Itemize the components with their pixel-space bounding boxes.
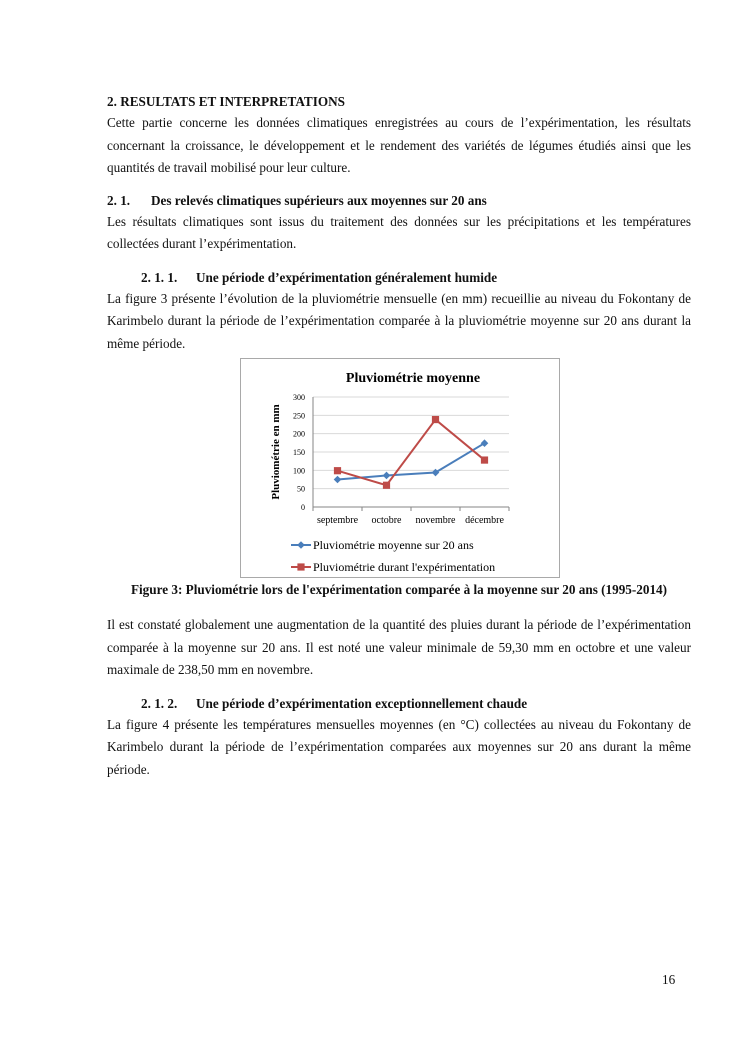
page-number: 16 [662, 972, 676, 987]
series-line-1 [338, 443, 485, 479]
legend-label-1: Pluviométrie moyenne sur 20 ans [313, 538, 474, 552]
sub1-heading [141, 268, 691, 288]
legend-marker-1 [297, 541, 305, 549]
legend-marker-2 [297, 563, 304, 570]
y-tick-label: 250 [293, 411, 305, 421]
analysis-text: Il est constaté globalement une augmentation de la quantité des pluies durant la période de l’expérimentation comparée à la moyenne sur 20 ans. Il est noté une valeur minimale de 59,30 mm en octobre et une valeur maximale de 238,50 mm en novembre. [107, 617, 691, 677]
subsection-title: Des relevés climatiques supérieurs aux moyennes sur 20 ans [151, 192, 487, 208]
data-point-series-2 [334, 467, 341, 474]
document-page [107, 92, 691, 781]
section-intro: Cette partie concerne les données climatiques enregistrées au cours de l’expérimentation, les résultats concernant la croissance, le développement et le rendement des variétés de légumes étudiés ainsi que les quantités de travail mobilisé pour leur culture. [107, 115, 691, 175]
data-point-series-2 [432, 416, 439, 423]
x-tick-label: octobre [371, 515, 402, 526]
subsection-text: Les résultats climatiques sont issus du traitement des données sur les précipitations et les températures collectées durant l’expérimentation. [107, 213, 691, 251]
y-axis-label: Pluviométrie en mm [270, 404, 282, 500]
y-tick-label: 300 [293, 393, 305, 402]
y-tick-label: 200 [293, 429, 305, 439]
y-tick-label: 100 [293, 466, 305, 476]
legend-label-2: Pluviométrie durant l'expérimentation [313, 560, 496, 574]
x-tick-label: décembre [465, 515, 504, 526]
sub1-text: La figure 3 présente l’évolution de la pluviométrie mensuelle (en mm) recueillie au niveau du Fokontany de Karimbelo durant la période de l’expérimentation comparée à la pluviométrie moyenne sur 20 ans durant la même période. [107, 290, 691, 351]
data-point-series-1 [334, 476, 342, 484]
sub1-title: Une période d’expérimentation généralement humide [196, 269, 498, 285]
x-tick-label: novembre [415, 515, 456, 526]
rainfall-chart-svg [241, 359, 559, 577]
subsection-number: 2. 1. [107, 192, 131, 208]
rainfall-chart [240, 358, 560, 578]
sub2-title: Une période d’expérimentation exceptionnellement chaude [196, 695, 528, 711]
data-point-series-1 [383, 472, 391, 480]
sub2-number: 2. 1. 2. [141, 695, 178, 711]
section-heading: 2. RESULTATS ET INTERPRETATIONS [107, 94, 345, 109]
sub1-number: 2. 1. 1. [141, 269, 178, 285]
sub2-heading [141, 694, 691, 714]
data-point-series-2 [383, 482, 390, 489]
data-point-series-2 [481, 456, 488, 463]
sub2-text: La figure 4 présente les températures mensuelles moyennes (en °C) collectées au niveau du Fokontany de Karimbelo durant la période de l’expérimentation comparées aux moyennes sur 20 ans durant la même période. [107, 716, 691, 777]
subsection-heading [107, 191, 691, 211]
figure-caption: Figure 3: Pluviométrie lors de l'expérimentation comparée à la moyenne sur 20 ans (1995-2014) [130, 582, 668, 597]
y-tick-label: 50 [297, 484, 305, 494]
y-tick-label: 150 [293, 448, 305, 457]
y-tick-label: 0 [301, 503, 305, 512]
chart-title: Pluviométrie moyenne [345, 371, 481, 386]
x-tick-label: septembre [316, 515, 359, 526]
